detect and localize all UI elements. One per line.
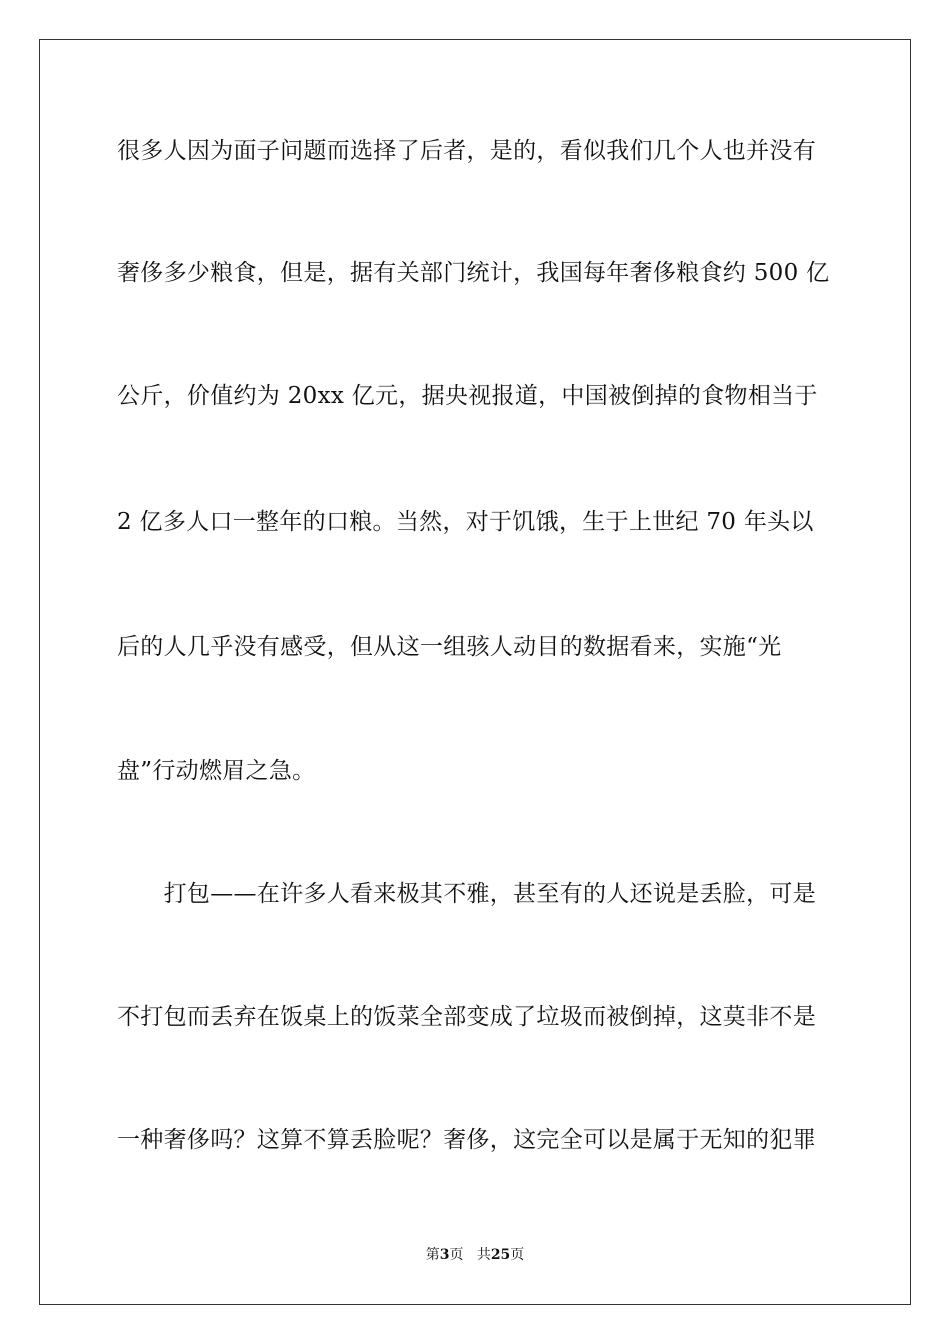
text-line-7: 打包——在许多人看来极其不雅，甚至有的人还说是丢脸，可是: [117, 881, 816, 907]
page-footer: [0, 1246, 950, 1264]
text-line-9: 一种奢侈吗？这算不算丢脸呢？奢侈，这完全可以是属于无知的犯罪: [117, 1127, 816, 1153]
total-pages: 25: [490, 1247, 511, 1263]
text-line-5: 后的人几乎没有感受，但从这一组骇人动目的数据看来，实施“光: [117, 634, 782, 660]
page-prefix: 第: [425, 1247, 440, 1263]
text-line-4: 2 亿多人口一整年的口粮。当然，对于饥饿，生于上世纪 70 年头以: [117, 509, 814, 535]
page-number: 3: [439, 1247, 450, 1263]
total-suffix: 页: [510, 1247, 525, 1263]
text-line-8: 不打包而丢弃在饭桌上的饭菜全部变成了垃圾而被倒掉，这莫非不是: [117, 1004, 816, 1030]
text-line-2: 奢侈多少粮食，但是，据有关部门统计，我国每年奢侈粮食约 500 亿: [117, 260, 830, 286]
page-border: [39, 39, 911, 1305]
text-line-1: 很多人因为面子问题而选择了后者，是的，看似我们几个人也并没有: [117, 138, 816, 164]
text-line-6: 盘”行动燃眉之急。: [117, 758, 316, 784]
page-suffix: 页: [449, 1247, 464, 1263]
text-line-3: 公斤，价值约为 20xx 亿元，据央视报道，中国被倒掉的食物相当于: [117, 383, 818, 409]
total-prefix: 共: [476, 1247, 491, 1263]
